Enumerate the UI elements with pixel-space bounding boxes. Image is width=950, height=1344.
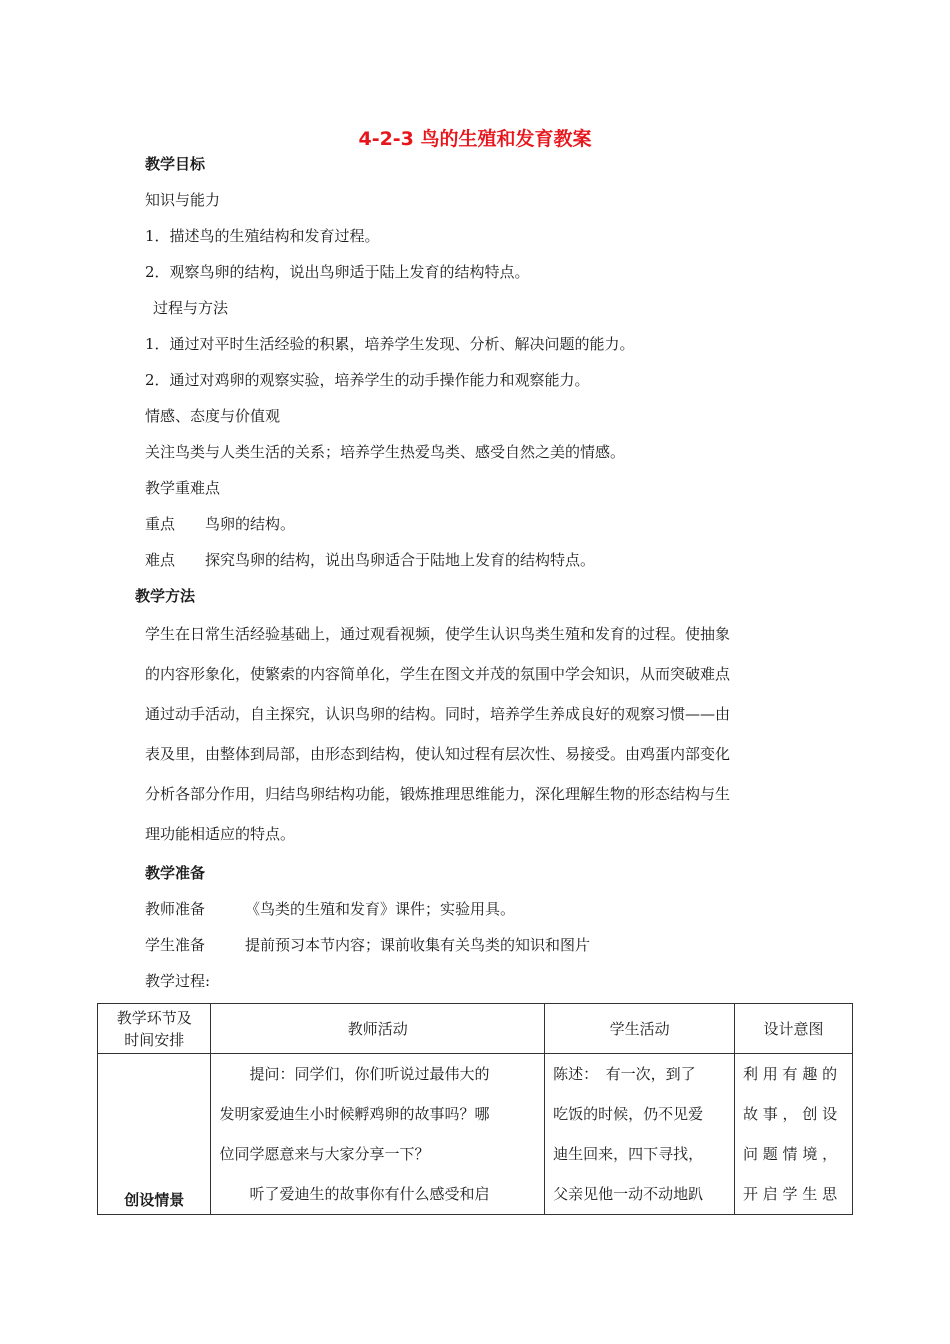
lesson-process-table — [97, 1003, 853, 1215]
document-title: 4-2-3 鸟的生殖和发育教案 — [358, 128, 592, 150]
header-stage: 教学环节及 时间安排 — [98, 1004, 211, 1054]
method-line: 通过动手活动，自主探究，认识鸟卵的结构。同时，培养学生养成良好的观察习惯——由 — [145, 705, 731, 723]
student-cell: 陈述： 有一次，到了 吃饭的时候，仍不见爱 迪生回来，四下寻找， 父亲见他一动不动地趴 — [545, 1054, 735, 1215]
teacher-prep-text: 《鸟类的生殖和发育》课件；实验用具。 — [245, 900, 516, 918]
teacher-prep-label: 教师准备 — [145, 900, 206, 918]
process-label: 教学过程: — [145, 972, 211, 990]
process-item-1: 1．通过对平时生活经验的积累，培养学生发现、分析、解决问题的能力。 — [145, 335, 635, 353]
table-header-row — [98, 1004, 853, 1054]
method-line: 理功能相适应的特点。 — [145, 825, 296, 843]
knowledge-item-1: 1．描述鸟的生殖结构和发育过程。 — [145, 227, 380, 245]
student-prep-text: 提前预习本节内容；课前收集有关鸟类的知识和图片 — [245, 936, 591, 954]
goals-heading: 教学目标 — [145, 155, 206, 173]
intent-cell: 利 用 有 趣 的 故 事 ， 创 设 问 题 情 境 ， 开 启 学 生 思 — [735, 1054, 853, 1215]
teacher-cell: 提问：同学们，你们听说过最伟大的 发明家爱迪生小时候孵鸡卵的故事吗？哪 位同学愿意来与大家分享一下？ 听了爱迪生的故事你有什么感受和启 — [211, 1054, 545, 1215]
process-heading: 过程与方法 — [153, 299, 229, 317]
process-item-2: 2．通过对鸡卵的观察实验，培养学生的动手操作能力和观察能力。 — [145, 371, 590, 389]
method-heading: 教学方法 — [135, 587, 196, 605]
method-line: 分析各部分作用，归结鸟卵结构功能，锻炼推理思维能力，深化理解生物的形态结构与生 — [145, 785, 731, 803]
key-point-text: 鸟卵的结构。 — [205, 515, 296, 533]
stage-cell — [98, 1054, 211, 1215]
prep-heading: 教学准备 — [145, 864, 206, 882]
method-line: 表及里，由整体到局部，由形态到结构，使认知过程有层次性、易接受。由鸡蛋内部变化 — [145, 745, 731, 763]
header-intent: 设计意图 — [735, 1004, 853, 1054]
stage-label: 创设情景 — [124, 1191, 185, 1209]
knowledge-item-2: 2．观察鸟卵的结构，说出鸟卵适于陆上发育的结构特点。 — [145, 263, 530, 281]
difficult-text: 探究鸟卵的结构，说出鸟卵适合于陆地上发育的结构特点。 — [205, 551, 596, 569]
key-heading: 教学重难点 — [145, 479, 221, 497]
emotion-heading: 情感、态度与价值观 — [145, 407, 281, 425]
header-teacher: 教师活动 — [211, 1004, 545, 1054]
student-prep-label: 学生准备 — [145, 936, 206, 954]
method-paragraph — [145, 614, 813, 854]
knowledge-heading: 知识与能力 — [145, 191, 221, 209]
method-line: 学生在日常生活经验基础上，通过观看视频，使学生认识鸟类生殖和发育的过程。使抽象 — [145, 625, 731, 643]
header-student: 学生活动 — [545, 1004, 735, 1054]
difficult-label: 难点 — [145, 551, 176, 569]
key-point-label: 重点 — [145, 515, 176, 533]
emotion-text: 关注鸟类与人类生活的关系；培养学生热爱鸟类、感受自然之美的情感。 — [145, 443, 626, 461]
table-row — [98, 1054, 853, 1215]
method-line: 的内容形象化，使繁索的内容简单化，学生在图文并茂的氛围中学会知识，从而突破难点 — [145, 665, 731, 683]
